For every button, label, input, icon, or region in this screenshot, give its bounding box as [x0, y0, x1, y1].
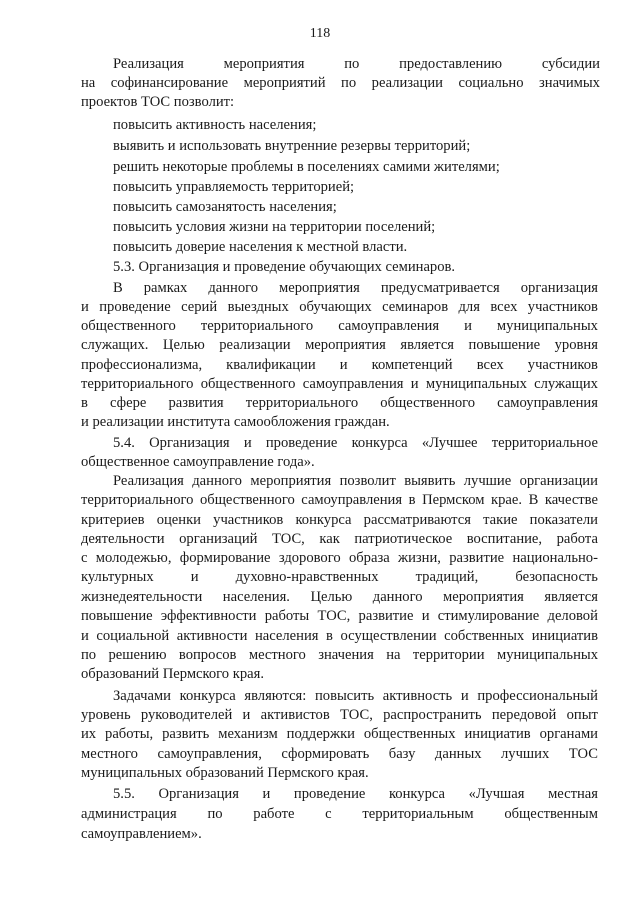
text-word: и	[410, 376, 419, 392]
text-word: населения	[254, 628, 319, 644]
text-word: 5.4.	[113, 435, 135, 451]
text-word: в	[408, 492, 416, 508]
text-word: 5.5.	[113, 786, 135, 802]
text-line	[81, 646, 598, 665]
text-word: мероприятия	[223, 56, 305, 72]
text-word: является	[400, 337, 455, 353]
text-word: обучающих	[299, 299, 372, 315]
text-word: и	[464, 318, 472, 334]
text-word: на	[81, 75, 96, 91]
text-word: безопасность	[515, 569, 598, 585]
text-word: всех	[490, 299, 518, 315]
text-word: участников	[213, 512, 284, 528]
text-word: ТОС,	[340, 707, 373, 723]
text-word: общественного	[81, 318, 176, 334]
text-line	[113, 687, 598, 706]
text-word: данных	[434, 746, 482, 762]
text-word: работа	[556, 531, 598, 547]
text-word: с	[325, 806, 332, 822]
text-word: лучших	[501, 746, 550, 762]
text-word: организаций	[179, 531, 258, 547]
text-word: участников	[527, 299, 598, 315]
text-line: повысить управляемость территорией;	[113, 179, 355, 195]
text-word: данного	[208, 280, 259, 296]
text-word: осуществлении	[340, 628, 437, 644]
text-word: оценки	[156, 512, 201, 528]
text-line	[81, 298, 598, 317]
text-line: муниципальных образований Пермского края.	[81, 765, 369, 781]
text-word: рассматриваются	[363, 512, 471, 528]
text-word: муниципальных	[496, 647, 598, 663]
text-word: Пермском	[422, 492, 485, 508]
text-word: территориального	[81, 492, 194, 508]
text-word: уровня	[554, 337, 598, 353]
text-line: самоуправлением».	[81, 826, 202, 842]
text-word: повышение	[468, 337, 541, 353]
text-word: решению	[108, 647, 167, 663]
text-word: В	[528, 492, 539, 508]
text-word: самоуправления	[302, 376, 404, 392]
text-word: качестве	[544, 492, 598, 508]
text-word: профессионализма,	[81, 357, 203, 373]
text-word: реализации	[219, 337, 291, 353]
text-word: общественного	[200, 376, 296, 392]
text-word: поддержки	[286, 726, 355, 742]
text-word: служащих.	[81, 337, 149, 353]
text-word: конкурса	[295, 512, 352, 528]
text-word: сформировать	[281, 746, 370, 762]
text-line: проектов ТОС позволит:	[81, 94, 235, 110]
text-word: такие	[483, 512, 518, 528]
text-word: вопросов	[178, 647, 237, 663]
text-word: ТОС	[568, 746, 598, 762]
text-word: конкурса	[388, 786, 446, 802]
text-line: 5.3. Организация и проведение обучающих семинаров.	[113, 259, 456, 275]
text-line	[81, 568, 598, 587]
text-word: передовой	[491, 707, 557, 723]
text-word: активистов	[260, 707, 330, 723]
text-word: ТОС,	[317, 608, 351, 624]
text-word: с	[81, 550, 88, 566]
text-line: общественное самоуправление года».	[81, 454, 315, 470]
text-word: серий	[181, 299, 218, 315]
text-word: общественного	[380, 395, 476, 411]
text-word: проведение	[265, 435, 338, 451]
text-word: развить	[162, 726, 210, 742]
text-word: местная	[548, 786, 598, 802]
text-word: их	[81, 726, 97, 742]
text-word: общественных	[363, 726, 456, 742]
text-word: повышение	[81, 608, 153, 624]
text-line: выявить и использовать внутренние резервы территорий;	[113, 138, 471, 154]
text-word: и	[460, 688, 469, 704]
text-line	[81, 74, 600, 93]
text-word: предоставлению	[399, 56, 503, 72]
text-word: организация	[520, 280, 598, 296]
text-word: и	[262, 786, 271, 802]
text-word: стимулирование	[437, 608, 540, 624]
text-word: лучшие	[463, 473, 512, 489]
text-word: развития	[168, 395, 224, 411]
text-line: и реализации института самообложения граждан.	[81, 414, 390, 430]
text-word: проведение	[293, 786, 366, 802]
text-word: ТОС,	[272, 531, 305, 547]
text-word: Организация	[149, 435, 230, 451]
text-word: В	[113, 280, 123, 296]
text-word: по	[341, 75, 357, 91]
text-word: общественного	[199, 492, 295, 508]
text-word: жизни,	[398, 550, 441, 566]
text-word: выявить	[404, 473, 456, 489]
text-line	[81, 805, 598, 824]
text-word: самоуправления,	[157, 746, 262, 762]
text-word: крае.	[491, 492, 523, 508]
text-word: для	[458, 299, 480, 315]
text-word: территориальным	[362, 806, 474, 822]
text-word: и	[190, 569, 199, 585]
text-line	[81, 549, 598, 568]
text-line	[81, 394, 598, 413]
text-word: администрация	[81, 806, 177, 822]
text-word: в	[326, 628, 333, 644]
text-word: значимых	[539, 75, 600, 91]
text-word: Организация	[158, 786, 239, 802]
text-word: молодежью,	[95, 550, 172, 566]
text-word: традиций,	[415, 569, 479, 585]
text-word: субсидии	[541, 56, 600, 72]
text-word: по	[81, 647, 97, 663]
text-word: на	[386, 647, 401, 663]
text-word: конкурса	[179, 688, 236, 704]
text-line	[81, 745, 598, 764]
text-word: опыт	[566, 707, 598, 723]
text-word: по	[207, 806, 223, 822]
text-line: повысить самозанятость населения;	[113, 199, 337, 215]
text-word: компетенций	[371, 357, 453, 373]
text-word: деятельности	[81, 531, 165, 547]
text-word: значения	[318, 647, 374, 663]
page-number: 118	[309, 26, 331, 41]
text-line	[113, 55, 600, 74]
text-word: квалификации	[226, 357, 316, 373]
text-word: мероприятия	[443, 589, 524, 605]
text-word: общественным	[504, 806, 598, 822]
text-line	[81, 317, 598, 336]
text-word: показатели	[529, 512, 598, 528]
text-word: работе	[253, 806, 295, 822]
text-word: является	[544, 589, 598, 605]
text-word: социально	[458, 75, 524, 91]
text-line	[81, 491, 598, 510]
text-word: и	[339, 357, 348, 373]
text-word: базу	[388, 746, 416, 762]
text-line	[81, 530, 598, 549]
text-word: профессиональный	[477, 688, 598, 704]
text-word: муниципальных	[496, 318, 598, 334]
text-line	[113, 472, 598, 491]
text-word: по	[344, 56, 360, 72]
text-word: повысить	[314, 688, 375, 704]
text-word: критериев	[81, 512, 145, 528]
text-word: территории	[412, 647, 485, 663]
text-word: рамках	[143, 280, 188, 296]
text-word: культурных	[81, 569, 154, 585]
text-word: уровень	[81, 707, 131, 723]
text-word: деловой	[547, 608, 598, 624]
text-word: работы	[264, 608, 310, 624]
text-word: и	[242, 707, 251, 723]
text-line	[81, 588, 598, 607]
text-word: распространить	[383, 707, 482, 723]
text-word: жизнедеятельности	[81, 589, 203, 605]
text-word: проведение	[99, 299, 171, 315]
text-word: местного	[81, 746, 138, 762]
text-word: формирование	[179, 550, 271, 566]
text-word: мероприятия	[250, 473, 332, 489]
text-word: активность	[382, 688, 453, 704]
text-word: самоуправления	[338, 318, 440, 334]
text-line	[113, 785, 598, 804]
text-word: конкурса	[351, 435, 408, 451]
text-word: территориального	[200, 318, 314, 334]
text-word: местного	[248, 647, 306, 663]
text-word: образа	[348, 550, 390, 566]
text-word: населения.	[222, 589, 290, 605]
text-word: развитие	[358, 608, 414, 624]
text-word: инициатив	[531, 628, 598, 644]
text-word: территориального	[245, 395, 359, 411]
text-word: выездных	[227, 299, 289, 315]
text-word: территориальное	[491, 435, 598, 451]
text-line: повысить активность населения;	[113, 117, 317, 133]
text-word: территориального	[81, 376, 194, 392]
text-word: и	[81, 628, 89, 644]
text-word: и	[81, 299, 89, 315]
text-line: образований Пермского края.	[81, 666, 264, 682]
text-word: являются:	[244, 688, 307, 704]
text-line	[81, 725, 598, 744]
text-word: Реализация	[113, 473, 184, 489]
text-word: эффективности	[160, 608, 257, 624]
text-word: организации	[519, 473, 598, 489]
text-word: развитие	[449, 550, 505, 566]
text-line: повысить доверие населения к местной власти.	[113, 239, 408, 255]
text-word: механизм	[218, 726, 278, 742]
text-word: активности	[176, 628, 248, 644]
text-word: предусматривается	[380, 280, 500, 296]
text-line: решить некоторые проблемы в поселениях самими жителями;	[113, 159, 500, 175]
text-line	[81, 627, 598, 646]
text-line	[113, 279, 598, 298]
text-word: «Лучшая	[468, 786, 525, 802]
text-word: воспитание,	[466, 531, 543, 547]
text-line	[81, 375, 598, 394]
text-line	[81, 706, 598, 725]
text-word: духовно-нравственных	[235, 569, 379, 585]
text-word: патриотическое	[354, 531, 453, 547]
text-line	[81, 336, 598, 355]
text-word: сфере	[110, 395, 147, 411]
text-word: здорового	[278, 550, 341, 566]
text-word: муниципальных	[425, 376, 527, 392]
text-word: и	[243, 435, 252, 451]
text-word: собственных	[444, 628, 525, 644]
text-word: Реализация	[113, 56, 184, 72]
text-word: семинаров	[382, 299, 449, 315]
text-word: работы,	[105, 726, 154, 742]
text-word: самоуправления	[301, 492, 403, 508]
text-word: мероприятий	[243, 75, 326, 91]
text-word: всех	[476, 357, 504, 373]
text-line: повысить условия жизни на территории поселений;	[113, 219, 436, 235]
text-word: софинансирование	[110, 75, 229, 91]
text-line	[81, 356, 598, 375]
text-word: национально-	[512, 550, 598, 566]
text-line	[113, 434, 598, 453]
text-word: самоуправления	[497, 395, 598, 411]
text-word: и	[421, 608, 430, 624]
text-word: позволит	[339, 473, 396, 489]
text-word: мероприятия	[279, 280, 360, 296]
text-word: как	[319, 531, 340, 547]
text-word: Целью	[310, 589, 353, 605]
text-word: данного	[192, 473, 242, 489]
text-word: органами	[539, 726, 598, 742]
text-word: участников	[527, 357, 598, 373]
text-word: служащих	[534, 376, 598, 392]
text-word: «Лучшее	[421, 435, 478, 451]
text-word: социальной	[96, 628, 170, 644]
text-word: инициатив	[464, 726, 531, 742]
text-word: Целью	[162, 337, 205, 353]
text-word: руководителей	[140, 707, 233, 723]
text-word: в	[81, 395, 88, 411]
text-word: мероприятия	[305, 337, 386, 353]
text-line	[81, 511, 598, 530]
text-word: данного	[372, 589, 423, 605]
text-word: Задачами	[113, 688, 171, 704]
text-word: реализации	[371, 75, 443, 91]
text-line	[81, 607, 598, 626]
